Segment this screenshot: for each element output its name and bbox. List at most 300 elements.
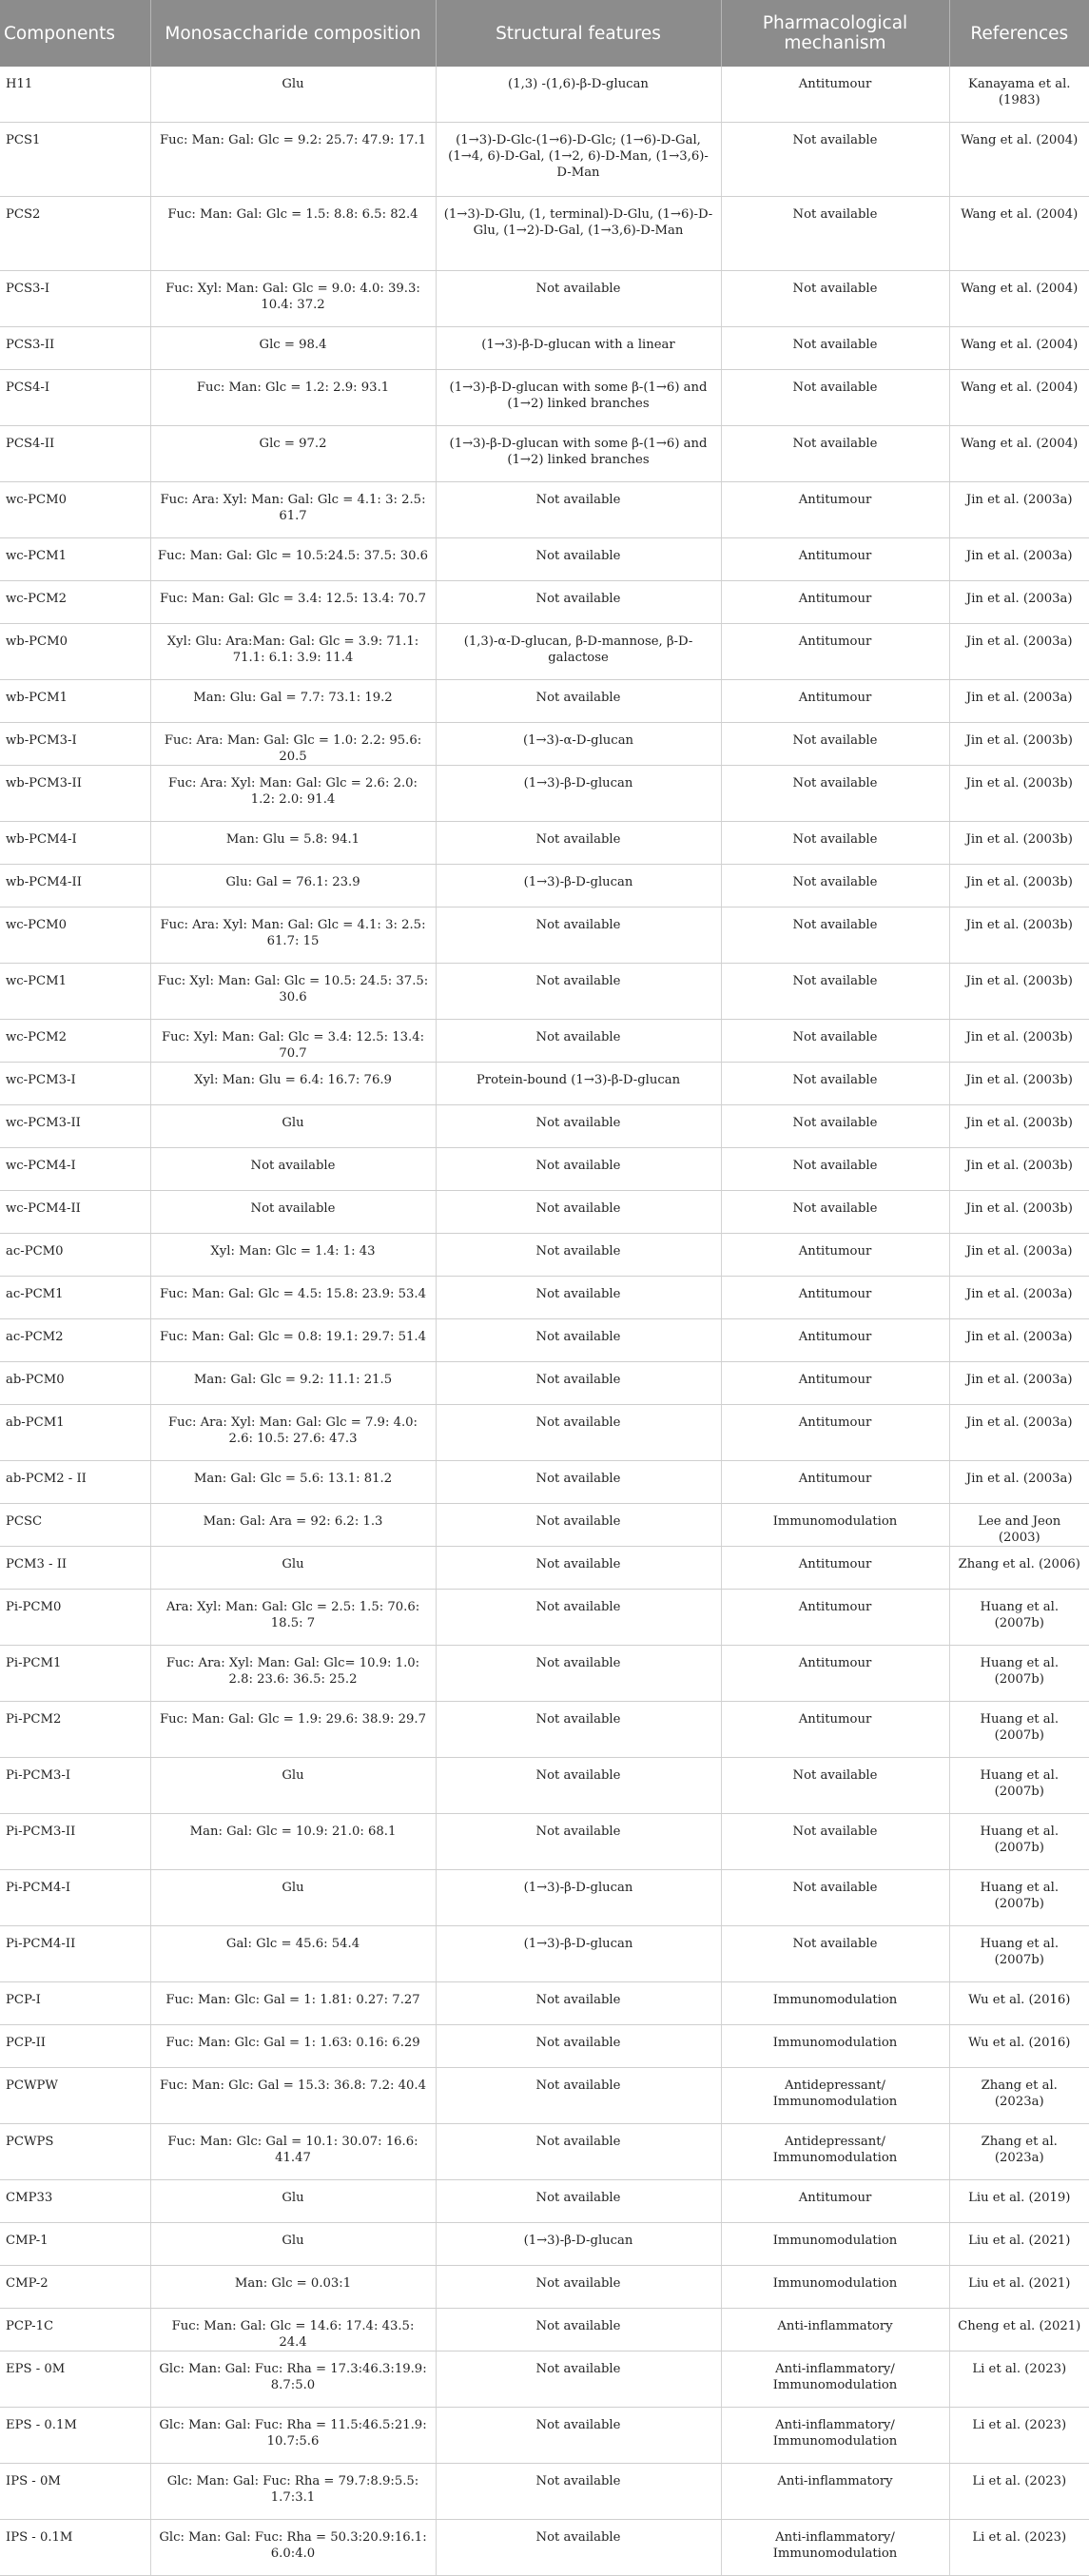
cell-monosaccharide-composition: Glu: [150, 2223, 436, 2266]
cell-structural-features: Not available: [436, 2408, 721, 2464]
cell-pharmacological-mechanism: Not available: [721, 1063, 949, 1105]
table-row: [0, 2352, 1089, 2408]
cell-monosaccharide-composition: Fuc: Man: Gal: Glc = 10.5:24.5: 37.5: 30.6: [150, 538, 436, 581]
cell-monosaccharide-composition: Fuc: Man: Gal: Glc = 1.9: 29.6: 38.9: 29.7: [150, 1702, 436, 1758]
cell-reference: Huang et al. (2007b): [949, 1814, 1089, 1870]
cell-reference: Wang et al. (2004): [949, 271, 1089, 327]
cell-component: wb-PCM0: [0, 624, 150, 680]
cell-reference: Jin et al. (2003b): [949, 723, 1089, 766]
cell-monosaccharide-composition: Glu: [150, 1870, 436, 1926]
header-monosaccharide-composition: Monosaccharide composition: [150, 0, 436, 67]
cell-component: PCS3-II: [0, 327, 150, 370]
cell-pharmacological-mechanism: Not available: [721, 1926, 949, 1982]
cell-reference: Wang et al. (2004): [949, 426, 1089, 482]
cell-pharmacological-mechanism: Antitumour: [721, 67, 949, 123]
cell-monosaccharide-composition: Fuc: Ara: Xyl: Man: Gal: Glc = 7.9: 4.0: 2.6: 10.5: 27.6: 47.3: [150, 1405, 436, 1461]
table-row: [0, 723, 1089, 766]
cell-reference: Jin et al. (2003a): [949, 680, 1089, 723]
cell-structural-features: Not available: [436, 2352, 721, 2408]
cell-structural-features: Not available: [436, 2464, 721, 2520]
cell-reference: Li et al. (2023): [949, 2464, 1089, 2520]
table-row: [0, 1814, 1089, 1870]
cell-component: wc-PCM0: [0, 482, 150, 538]
cell-reference: Jin et al. (2003b): [949, 1105, 1089, 1148]
cell-monosaccharide-composition: Gal: Glc = 45.6: 54.4: [150, 1926, 436, 1982]
cell-structural-features: (1→3)-D-Glc-(1→6)-D-Glc; (1→6)-D-Gal, (1→4, 6)-D-Gal, (1→2, 6)-D-Man, (1→3,6)-D-Man: [436, 123, 721, 197]
cell-component: PCS1: [0, 123, 150, 197]
cell-structural-features: Not available: [436, 1191, 721, 1234]
cell-reference: Huang et al. (2007b): [949, 1702, 1089, 1758]
cell-component: ac-PCM0: [0, 1234, 150, 1277]
cell-pharmacological-mechanism: Immunomodulation: [721, 2223, 949, 2266]
cell-reference: Jin et al. (2003b): [949, 907, 1089, 964]
cell-pharmacological-mechanism: Antitumour: [721, 1405, 949, 1461]
cell-component: IPS - 0.1M: [0, 2520, 150, 2576]
table-row: [0, 581, 1089, 624]
cell-component: PCP-1C: [0, 2309, 150, 2352]
cell-reference: Wang et al. (2004): [949, 197, 1089, 271]
header-row: [0, 0, 1089, 67]
table-row: [0, 865, 1089, 907]
cell-structural-features: (1→3)-α-D-glucan: [436, 723, 721, 766]
cell-component: wb-PCM4-II: [0, 865, 150, 907]
cell-reference: Jin et al. (2003a): [949, 482, 1089, 538]
cell-monosaccharide-composition: Man: Gal: Glc = 10.9: 21.0: 68.1: [150, 1814, 436, 1870]
cell-component: PCS4-II: [0, 426, 150, 482]
cell-reference: Jin et al. (2003b): [949, 1148, 1089, 1191]
cell-structural-features: Not available: [436, 2266, 721, 2309]
cell-component: ab-PCM0: [0, 1362, 150, 1405]
cell-structural-features: Not available: [436, 482, 721, 538]
cell-component: Pi-PCM4-II: [0, 1926, 150, 1982]
cell-monosaccharide-composition: Xyl: Man: Glc = 1.4: 1: 43: [150, 1234, 436, 1277]
cell-component: H11: [0, 67, 150, 123]
cell-structural-features: (1→3)-β-D-glucan: [436, 766, 721, 822]
cell-structural-features: (1,3) -(1,6)-β-D-glucan: [436, 67, 721, 123]
cell-monosaccharide-composition: Glc: Man: Gal: Fuc: Rha = 50.3:20.9:16.1: 6.0:4.0: [150, 2520, 436, 2576]
cell-structural-features: (1→3)-β-D-glucan: [436, 1870, 721, 1926]
cell-structural-features: Not available: [436, 2025, 721, 2068]
cell-monosaccharide-composition: Fuc: Man: Glc = 1.2: 2.9: 93.1: [150, 370, 436, 426]
cell-reference: Huang et al. (2007b): [949, 1926, 1089, 1982]
cell-reference: Zhang et al. (2023a): [949, 2124, 1089, 2180]
table-body: [0, 67, 1089, 2576]
cell-component: Pi-PCM1: [0, 1646, 150, 1702]
cell-reference: Liu et al. (2019): [949, 2180, 1089, 2223]
cell-pharmacological-mechanism: Not available: [721, 271, 949, 327]
cell-component: EPS - 0M: [0, 2352, 150, 2408]
cell-reference: Lee and Jeon (2003): [949, 1504, 1089, 1547]
cell-monosaccharide-composition: Fuc: Man: Glc: Gal = 1: 1.63: 0.16: 6.29: [150, 2025, 436, 2068]
table-row: [0, 1319, 1089, 1362]
table-row: [0, 2223, 1089, 2266]
cell-component: wb-PCM3-II: [0, 766, 150, 822]
cell-reference: Jin et al. (2003b): [949, 865, 1089, 907]
cell-reference: Wang et al. (2004): [949, 370, 1089, 426]
cell-structural-features: Not available: [436, 1234, 721, 1277]
cell-structural-features: (1→3)-D-Glu, (1, terminal)-D-Glu, (1→6)-D-Glu, (1→2)-D-Gal, (1→3,6)-D-Man: [436, 197, 721, 271]
cell-component: PCWPS: [0, 2124, 150, 2180]
cell-pharmacological-mechanism: Antitumour: [721, 581, 949, 624]
cell-monosaccharide-composition: Fuc: Man: Glc: Gal = 10.1: 30.07: 16.6: 41.47: [150, 2124, 436, 2180]
cell-reference: Jin et al. (2003a): [949, 538, 1089, 581]
cell-structural-features: (1→3)-β-D-glucan with a linear: [436, 327, 721, 370]
cell-reference: Jin et al. (2003a): [949, 1461, 1089, 1504]
cell-structural-features: Not available: [436, 271, 721, 327]
cell-component: CMP-2: [0, 2266, 150, 2309]
cell-pharmacological-mechanism: Antitumour: [721, 1362, 949, 1405]
table-row: [0, 1362, 1089, 1405]
cell-structural-features: Not available: [436, 1758, 721, 1814]
cell-reference: Li et al. (2023): [949, 2352, 1089, 2408]
cell-reference: Jin et al. (2003a): [949, 1405, 1089, 1461]
table-row: [0, 1590, 1089, 1646]
cell-component: PCS2: [0, 197, 150, 271]
cell-monosaccharide-composition: Not available: [150, 1191, 436, 1234]
cell-reference: Huang et al. (2007b): [949, 1758, 1089, 1814]
cell-monosaccharide-composition: Fuc: Man: Gal: Glc = 14.6: 17.4: 43.5: 24.4: [150, 2309, 436, 2352]
table-row: [0, 1234, 1089, 1277]
table-row: [0, 1405, 1089, 1461]
table-row: [0, 482, 1089, 538]
cell-monosaccharide-composition: Xyl: Glu: Ara:Man: Gal: Glc = 3.9: 71.1: 71.1: 6.1: 3.9: 11.4: [150, 624, 436, 680]
cell-reference: Liu et al. (2021): [949, 2223, 1089, 2266]
cell-component: ac-PCM2: [0, 1319, 150, 1362]
table-row: [0, 1646, 1089, 1702]
cell-structural-features: Not available: [436, 2124, 721, 2180]
cell-reference: Kanayama et al. (1983): [949, 67, 1089, 123]
cell-reference: Jin et al. (2003a): [949, 624, 1089, 680]
cell-structural-features: (1,3)-α-D-glucan, β-D-mannose, β-D-galactose: [436, 624, 721, 680]
cell-pharmacological-mechanism: Not available: [721, 370, 949, 426]
cell-pharmacological-mechanism: Not available: [721, 723, 949, 766]
cell-component: Pi-PCM4-I: [0, 1870, 150, 1926]
cell-monosaccharide-composition: Man: Glu: Gal = 7.7: 73.1: 19.2: [150, 680, 436, 723]
table-row: [0, 680, 1089, 723]
cell-reference: Huang et al. (2007b): [949, 1646, 1089, 1702]
cell-component: CMP33: [0, 2180, 150, 2223]
cell-component: wc-PCM3-I: [0, 1063, 150, 1105]
table-row: [0, 1982, 1089, 2025]
cell-pharmacological-mechanism: Not available: [721, 426, 949, 482]
cell-component: wc-PCM0: [0, 907, 150, 964]
cell-monosaccharide-composition: Fuc: Xyl: Man: Gal: Glc = 9.0: 4.0: 39.3: 10.4: 37.2: [150, 271, 436, 327]
cell-monosaccharide-composition: Ara: Xyl: Man: Gal: Glc = 2.5: 1.5: 70.6: 18.5: 7: [150, 1590, 436, 1646]
cell-component: CMP-1: [0, 2223, 150, 2266]
cell-reference: Zhang et al. (2006): [949, 1547, 1089, 1590]
table-row: [0, 1020, 1089, 1063]
table-row: [0, 1758, 1089, 1814]
table-row: [0, 1277, 1089, 1319]
cell-component: ab-PCM2 - II: [0, 1461, 150, 1504]
cell-reference: Huang et al. (2007b): [949, 1590, 1089, 1646]
table-row: [0, 67, 1089, 123]
cell-pharmacological-mechanism: Antitumour: [721, 680, 949, 723]
cell-structural-features: (1→3)-β-D-glucan with some β-(1→6) and (1→2) linked branches: [436, 370, 721, 426]
cell-component: PCS3-I: [0, 271, 150, 327]
cell-component: PCM3 - II: [0, 1547, 150, 1590]
cell-component: wc-PCM4-II: [0, 1191, 150, 1234]
cell-pharmacological-mechanism: Not available: [721, 865, 949, 907]
cell-structural-features: Not available: [436, 2520, 721, 2576]
cell-structural-features: Not available: [436, 538, 721, 581]
cell-pharmacological-mechanism: Anti-inflammatory/ Immunomodulation: [721, 2520, 949, 2576]
cell-pharmacological-mechanism: Anti-inflammatory/ Immunomodulation: [721, 2408, 949, 2464]
cell-structural-features: Not available: [436, 1982, 721, 2025]
table-row: [0, 123, 1089, 197]
cell-monosaccharide-composition: Fuc: Ara: Xyl: Man: Gal: Glc= 10.9: 1.0: 2.8: 23.6: 36.5: 25.2: [150, 1646, 436, 1702]
cell-reference: Huang et al. (2007b): [949, 1870, 1089, 1926]
table-row: [0, 2124, 1089, 2180]
table-row: [0, 2025, 1089, 2068]
cell-pharmacological-mechanism: Anti-inflammatory: [721, 2464, 949, 2520]
table-row: [0, 1461, 1089, 1504]
cell-monosaccharide-composition: Man: Gal: Glc = 9.2: 11.1: 21.5: [150, 1362, 436, 1405]
cell-structural-features: (1→3)-β-D-glucan with some β-(1→6) and (1→2) linked branches: [436, 426, 721, 482]
cell-pharmacological-mechanism: Not available: [721, 1105, 949, 1148]
cell-reference: Jin et al. (2003a): [949, 581, 1089, 624]
cell-structural-features: Not available: [436, 2180, 721, 2223]
cell-component: wc-PCM4-I: [0, 1148, 150, 1191]
cell-monosaccharide-composition: Glu: [150, 1105, 436, 1148]
cell-pharmacological-mechanism: Not available: [721, 822, 949, 865]
cell-structural-features: Not available: [436, 1105, 721, 1148]
table-row: [0, 822, 1089, 865]
cell-component: PCP-II: [0, 2025, 150, 2068]
cell-structural-features: Not available: [436, 1277, 721, 1319]
cell-component: wc-PCM3-II: [0, 1105, 150, 1148]
cell-monosaccharide-composition: Fuc: Xyl: Man: Gal: Glc = 10.5: 24.5: 37.5: 30.6: [150, 964, 436, 1020]
cell-structural-features: Not available: [436, 1461, 721, 1504]
cell-structural-features: Not available: [436, 822, 721, 865]
cell-pharmacological-mechanism: Antitumour: [721, 1646, 949, 1702]
table-row: [0, 197, 1089, 271]
cell-monosaccharide-composition: Fuc: Ara: Xyl: Man: Gal: Glc = 4.1: 3: 2.5: 61.7: [150, 482, 436, 538]
cell-component: EPS - 0.1M: [0, 2408, 150, 2464]
cell-structural-features: Not available: [436, 1362, 721, 1405]
cell-monosaccharide-composition: Man: Glu = 5.8: 94.1: [150, 822, 436, 865]
cell-reference: Cheng et al. (2021): [949, 2309, 1089, 2352]
table-row: [0, 426, 1089, 482]
cell-reference: Jin et al. (2003a): [949, 1319, 1089, 1362]
table-row: [0, 624, 1089, 680]
cell-structural-features: Not available: [436, 964, 721, 1020]
cell-pharmacological-mechanism: Immunomodulation: [721, 2025, 949, 2068]
cell-component: PCSC: [0, 1504, 150, 1547]
table-row: [0, 2180, 1089, 2223]
cell-component: wb-PCM3-I: [0, 723, 150, 766]
table-row: [0, 1702, 1089, 1758]
cell-reference: Wang et al. (2004): [949, 327, 1089, 370]
cell-monosaccharide-composition: Not available: [150, 1148, 436, 1191]
cell-pharmacological-mechanism: Immunomodulation: [721, 1982, 949, 2025]
cell-monosaccharide-composition: Fuc: Man: Gal: Glc = 4.5: 15.8: 23.9: 53.4: [150, 1277, 436, 1319]
cell-reference: Jin et al. (2003b): [949, 964, 1089, 1020]
cell-monosaccharide-composition: Glc: Man: Gal: Fuc: Rha = 79.7:8.9:5.5: 1.7:3.1: [150, 2464, 436, 2520]
cell-component: wb-PCM4-I: [0, 822, 150, 865]
cell-structural-features: Not available: [436, 1590, 721, 1646]
cell-pharmacological-mechanism: Antitumour: [721, 624, 949, 680]
cell-reference: Jin et al. (2003b): [949, 766, 1089, 822]
cell-pharmacological-mechanism: Not available: [721, 964, 949, 1020]
cell-pharmacological-mechanism: Not available: [721, 327, 949, 370]
cell-component: Pi-PCM2: [0, 1702, 150, 1758]
cell-monosaccharide-composition: Glu: [150, 1547, 436, 1590]
cell-reference: Jin et al. (2003a): [949, 1362, 1089, 1405]
cell-pharmacological-mechanism: Not available: [721, 1814, 949, 1870]
table-row: [0, 964, 1089, 1020]
cell-reference: Jin et al. (2003b): [949, 1020, 1089, 1063]
cell-structural-features: Not available: [436, 1319, 721, 1362]
cell-pharmacological-mechanism: Not available: [721, 1148, 949, 1191]
cell-pharmacological-mechanism: Anti-inflammatory/ Immunomodulation: [721, 2352, 949, 2408]
cell-component: IPS - 0M: [0, 2464, 150, 2520]
cell-pharmacological-mechanism: Antitumour: [721, 1547, 949, 1590]
cell-monosaccharide-composition: Fuc: Man: Gal: Glc = 9.2: 25.7: 47.9: 17.1: [150, 123, 436, 197]
cell-reference: Wang et al. (2004): [949, 123, 1089, 197]
cell-monosaccharide-composition: Glu: [150, 2180, 436, 2223]
cell-monosaccharide-composition: Glc: Man: Gal: Fuc: Rha = 17.3:46.3:19.9: 8.7:5.0: [150, 2352, 436, 2408]
cell-component: wc-PCM2: [0, 581, 150, 624]
cell-monosaccharide-composition: Fuc: Man: Gal: Glc = 0.8: 19.1: 29.7: 51.4: [150, 1319, 436, 1362]
cell-pharmacological-mechanism: Not available: [721, 766, 949, 822]
cell-pharmacological-mechanism: Antitumour: [721, 1702, 949, 1758]
cell-pharmacological-mechanism: Antidepressant/ Immunomodulation: [721, 2068, 949, 2124]
cell-pharmacological-mechanism: Immunomodulation: [721, 2266, 949, 2309]
cell-structural-features: Not available: [436, 1020, 721, 1063]
cell-component: Pi-PCM3-I: [0, 1758, 150, 1814]
table-row: [0, 1191, 1089, 1234]
cell-structural-features: Not available: [436, 1646, 721, 1702]
cell-structural-features: Not available: [436, 1702, 721, 1758]
cell-monosaccharide-composition: Glc = 97.2: [150, 426, 436, 482]
cell-pharmacological-mechanism: Antitumour: [721, 1234, 949, 1277]
cell-structural-features: Not available: [436, 907, 721, 964]
cell-component: wc-PCM1: [0, 964, 150, 1020]
cell-component: ac-PCM1: [0, 1277, 150, 1319]
table-row: [0, 1870, 1089, 1926]
header-components: Components: [0, 0, 150, 67]
table-row: [0, 766, 1089, 822]
cell-reference: Jin et al. (2003b): [949, 1191, 1089, 1234]
cell-pharmacological-mechanism: Not available: [721, 907, 949, 964]
cell-structural-features: Not available: [436, 1547, 721, 1590]
cell-pharmacological-mechanism: Not available: [721, 1870, 949, 1926]
cell-structural-features: (1→3)-β-D-glucan: [436, 1926, 721, 1982]
cell-structural-features: Not available: [436, 1814, 721, 1870]
table-row: [0, 907, 1089, 964]
table-row: [0, 538, 1089, 581]
cell-pharmacological-mechanism: Antitumour: [721, 1461, 949, 1504]
cell-reference: Li et al. (2023): [949, 2408, 1089, 2464]
header-structural-features: Structural features: [436, 0, 721, 67]
cell-pharmacological-mechanism: Antitumour: [721, 538, 949, 581]
cell-structural-features: Not available: [436, 1504, 721, 1547]
cell-monosaccharide-composition: Fuc: Man: Glc: Gal = 15.3: 36.8: 7.2: 40.4: [150, 2068, 436, 2124]
cell-pharmacological-mechanism: Not available: [721, 1191, 949, 1234]
cell-pharmacological-mechanism: Antitumour: [721, 1277, 949, 1319]
cell-pharmacological-mechanism: Not available: [721, 1020, 949, 1063]
cell-monosaccharide-composition: Glc: Man: Gal: Fuc: Rha = 11.5:46.5:21.9: 10.7:5.6: [150, 2408, 436, 2464]
cell-monosaccharide-composition: Fuc: Xyl: Man: Gal: Glc = 3.4: 12.5: 13.4: 70.7: [150, 1020, 436, 1063]
cell-monosaccharide-composition: Man: Gal: Glc = 5.6: 13.1: 81.2: [150, 1461, 436, 1504]
cell-pharmacological-mechanism: Antidepressant/ Immunomodulation: [721, 2124, 949, 2180]
cell-reference: Jin et al. (2003b): [949, 1063, 1089, 1105]
cell-monosaccharide-composition: Fuc: Ara: Xyl: Man: Gal: Glc = 2.6: 2.0: 1.2: 2.0: 91.4: [150, 766, 436, 822]
table-row: [0, 2068, 1089, 2124]
cell-reference: Wu et al. (2016): [949, 1982, 1089, 2025]
cell-structural-features: (1→3)-β-D-glucan: [436, 865, 721, 907]
cell-monosaccharide-composition: Glu: Gal = 76.1: 23.9: [150, 865, 436, 907]
cell-pharmacological-mechanism: Antitumour: [721, 1590, 949, 1646]
header-pharmacological-mechanism: Pharmacological mechanism: [721, 0, 949, 67]
table-row: [0, 2309, 1089, 2352]
cell-pharmacological-mechanism: Not available: [721, 123, 949, 197]
cell-reference: Zhang et al. (2023a): [949, 2068, 1089, 2124]
cell-component: wb-PCM1: [0, 680, 150, 723]
table-row: [0, 1926, 1089, 1982]
cell-reference: Jin et al. (2003a): [949, 1277, 1089, 1319]
cell-pharmacological-mechanism: Antitumour: [721, 1319, 949, 1362]
table-row: [0, 1547, 1089, 1590]
table-row: [0, 2266, 1089, 2309]
cell-monosaccharide-composition: Fuc: Ara: Man: Gal: Glc = 1.0: 2.2: 95.6: 20.5: [150, 723, 436, 766]
cell-monosaccharide-composition: Fuc: Man: Glc: Gal = 1: 1.81: 0.27: 7.27: [150, 1982, 436, 2025]
cell-reference: Liu et al. (2021): [949, 2266, 1089, 2309]
header-references: References: [949, 0, 1089, 67]
cell-monosaccharide-composition: Fuc: Man: Gal: Glc = 3.4: 12.5: 13.4: 70.7: [150, 581, 436, 624]
table-row: [0, 327, 1089, 370]
cell-pharmacological-mechanism: Immunomodulation: [721, 1504, 949, 1547]
cell-monosaccharide-composition: Fuc: Man: Gal: Glc = 1.5: 8.8: 6.5: 82.4: [150, 197, 436, 271]
cell-monosaccharide-composition: Glc = 98.4: [150, 327, 436, 370]
cell-structural-features: (1→3)-β-D-glucan: [436, 2223, 721, 2266]
cell-monosaccharide-composition: Man: Glc = 0.03:1: [150, 2266, 436, 2309]
table-row: [0, 2408, 1089, 2464]
cell-monosaccharide-composition: Glu: [150, 67, 436, 123]
cell-monosaccharide-composition: Fuc: Ara: Xyl: Man: Gal: Glc = 4.1: 3: 2.5: 61.7: 15: [150, 907, 436, 964]
cell-structural-features: Protein-bound (1→3)-β-D-glucan: [436, 1063, 721, 1105]
cell-structural-features: Not available: [436, 680, 721, 723]
cell-pharmacological-mechanism: Antitumour: [721, 2180, 949, 2223]
cell-reference: Jin et al. (2003b): [949, 822, 1089, 865]
cell-pharmacological-mechanism: Not available: [721, 197, 949, 271]
cell-pharmacological-mechanism: Not available: [721, 1758, 949, 1814]
cell-component: wc-PCM1: [0, 538, 150, 581]
cell-monosaccharide-composition: Xyl: Man: Glu = 6.4: 16.7: 76.9: [150, 1063, 436, 1105]
cell-reference: Wu et al. (2016): [949, 2025, 1089, 2068]
cell-component: Pi-PCM0: [0, 1590, 150, 1646]
table-row: [0, 271, 1089, 327]
cell-monosaccharide-composition: Man: Gal: Ara = 92: 6.2: 1.3: [150, 1504, 436, 1547]
cell-component: PCP-I: [0, 1982, 150, 2025]
cell-component: PCS4-I: [0, 370, 150, 426]
table-row: [0, 2520, 1089, 2576]
cell-pharmacological-mechanism: Anti-inflammatory: [721, 2309, 949, 2352]
cell-monosaccharide-composition: Glu: [150, 1758, 436, 1814]
table-row: [0, 1148, 1089, 1191]
cell-reference: Li et al. (2023): [949, 2520, 1089, 2576]
cell-structural-features: Not available: [436, 2309, 721, 2352]
cell-component: ab-PCM1: [0, 1405, 150, 1461]
cell-structural-features: Not available: [436, 1148, 721, 1191]
table-row: [0, 2464, 1089, 2520]
cell-pharmacological-mechanism: Antitumour: [721, 482, 949, 538]
table-row: [0, 1504, 1089, 1547]
table-row: [0, 370, 1089, 426]
table-header: [0, 0, 1089, 67]
cell-structural-features: Not available: [436, 1405, 721, 1461]
